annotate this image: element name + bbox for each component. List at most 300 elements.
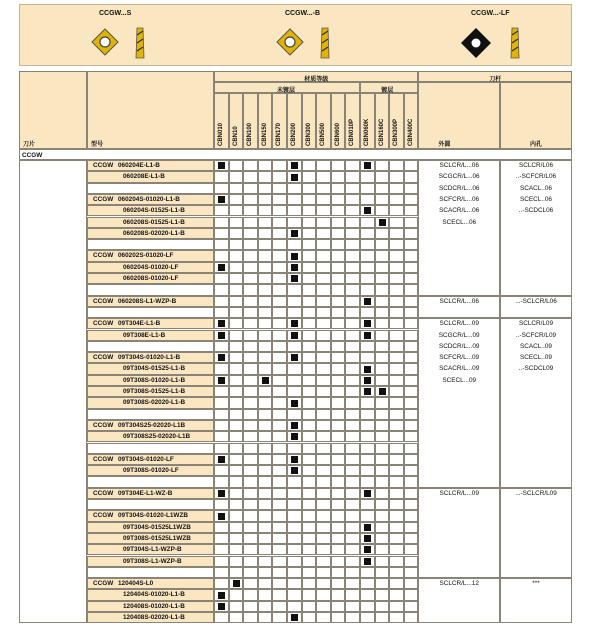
grade-cell: [375, 171, 390, 182]
grade-cell: [287, 205, 302, 216]
grade-cell: [404, 443, 419, 454]
grade-cell: [316, 307, 331, 318]
grade-cell: [287, 375, 302, 386]
grade-cell: [258, 612, 273, 623]
grade-cell: [331, 239, 346, 250]
mark-square: [364, 558, 371, 565]
mark-square: [364, 490, 371, 497]
grade-title-label: 材质等级: [304, 77, 329, 83]
mark-square: [291, 467, 298, 474]
mark-square: [218, 377, 225, 384]
insert-side-icon: [320, 27, 330, 59]
grade-cell: [404, 171, 419, 182]
grade-cell: [360, 601, 375, 612]
grade-label: CBN160C: [378, 118, 385, 146]
grade-cell: [360, 239, 375, 250]
grade-cell: [345, 296, 360, 307]
model-prefix: CCGW: [93, 421, 114, 429]
grade-cell: [375, 284, 390, 295]
grade-label: CBN300: [305, 122, 312, 146]
model-prefix: CCGW: [93, 195, 114, 203]
grade-cell: [243, 160, 258, 171]
grade-cell: [229, 420, 244, 431]
grade-cell: [229, 522, 244, 533]
grade-cell: [331, 262, 346, 273]
grade-cell: [214, 420, 229, 431]
grade-cell: [375, 612, 390, 623]
grade-cell: [229, 409, 244, 420]
grade-cell: [272, 522, 287, 533]
grade-cell: [287, 386, 302, 397]
grade-cell: [287, 307, 302, 318]
grade-cell: [360, 567, 375, 578]
model-code: 09T308S-L1-WZP-B: [123, 557, 182, 565]
grade-cell: [389, 510, 404, 521]
grade-cell: [389, 262, 404, 273]
grade-cell: [360, 228, 375, 239]
grade-cell: [360, 397, 375, 408]
grade-cell: [243, 556, 258, 567]
internal-holder-text: SCLCR/L06: [518, 162, 554, 169]
mark-square: [218, 320, 225, 327]
model-code: 09T304S25-02020-L1B: [118, 421, 186, 429]
grade-cell: [229, 544, 244, 555]
grade-cell: [331, 318, 346, 329]
grade-cell: [316, 228, 331, 239]
grade-cell: [287, 284, 302, 295]
grade-cell: [258, 476, 273, 487]
internal-holder-text: SCECL..09: [520, 354, 552, 362]
grade-cell: [345, 578, 360, 589]
model-code: 060202S-01020-LF: [118, 252, 174, 260]
grade-cell: [345, 567, 360, 578]
grade-cell: [214, 386, 229, 397]
grade-cell: [360, 510, 375, 521]
mark-square: [291, 253, 298, 260]
grade-cell: [360, 578, 375, 589]
grade-cell: [345, 465, 360, 476]
grade-cell: [389, 533, 404, 544]
grade-cell: [272, 465, 287, 476]
model-code: 09T308S25-02020-L1B: [123, 433, 191, 441]
grade-label: CBN600: [334, 122, 341, 146]
grade-cell: [258, 183, 273, 194]
grade-cell: [258, 589, 273, 600]
internal-holder-text: ..-SCDCL06: [518, 207, 554, 215]
grade-cell: [404, 194, 419, 205]
grade-cell: [214, 409, 229, 420]
grade-cell: [243, 262, 258, 273]
grade-cell: [360, 250, 375, 261]
mark-square: [262, 377, 269, 384]
coated-label: 镀层: [381, 88, 394, 94]
grade-cell: [272, 194, 287, 205]
grade-cell: [214, 250, 229, 261]
grade-cell: [316, 296, 331, 307]
grade-cell: [243, 296, 258, 307]
grade-cell: [316, 341, 331, 352]
grade-cell: [331, 341, 346, 352]
grade-cell: [214, 171, 229, 182]
grade-cell: [258, 352, 273, 363]
grade-cell: [389, 556, 404, 567]
grade-cell: [331, 533, 346, 544]
grade-cell: [229, 510, 244, 521]
grade-cell: [243, 601, 258, 612]
grade-cell: [287, 556, 302, 567]
grade-cell: [243, 239, 258, 250]
grade-cell: [229, 454, 244, 465]
grade-cell: [243, 386, 258, 397]
grade-cell: [404, 522, 419, 533]
grade-cell: [389, 443, 404, 454]
grade-cell: [316, 352, 331, 363]
grade-cell: [331, 217, 346, 228]
grade-cell: [345, 601, 360, 612]
grade-cell: [258, 341, 273, 352]
grade-cell: [316, 363, 331, 374]
grade-cell: [302, 205, 317, 216]
grade-cell: [272, 431, 287, 442]
mark-square: [364, 366, 371, 373]
grade-cell: [229, 307, 244, 318]
mark-square: [218, 332, 225, 339]
grade-cell: [375, 183, 390, 194]
grade-cell: [345, 307, 360, 318]
grade-cell: [345, 386, 360, 397]
model-prefix: CCGW: [93, 489, 114, 497]
grade-cell: [243, 217, 258, 228]
grade-cell: [389, 239, 404, 250]
grade-cell: [258, 217, 273, 228]
grade-cell: [243, 476, 258, 487]
grade-cell: [404, 375, 419, 386]
model-code: 060204E-L1-B: [118, 162, 160, 169]
grade-cell: [389, 488, 404, 499]
grade-cell: [316, 194, 331, 205]
grade-cell: [375, 307, 390, 318]
grade-cell: [375, 239, 390, 250]
mark-square: [218, 513, 225, 520]
grade-cell: [345, 499, 360, 510]
grade-cell: [229, 239, 244, 250]
grade-cell: [243, 443, 258, 454]
grade-cell: [272, 420, 287, 431]
grade-cell: [229, 556, 244, 567]
grade-cell: [331, 330, 346, 341]
grade-cell: [404, 239, 419, 250]
grade-cell: [316, 510, 331, 521]
grade-cell: [258, 556, 273, 567]
grade-cell: [389, 284, 404, 295]
grade-cell: [375, 341, 390, 352]
grade-cell: [258, 273, 273, 284]
grade-cell: [272, 601, 287, 612]
grade-cell: [360, 409, 375, 420]
grade-cell: [345, 284, 360, 295]
grade-cell: [360, 273, 375, 284]
grade-cell: [316, 375, 331, 386]
grade-cell: [404, 533, 419, 544]
grade-cell: [345, 420, 360, 431]
model-code: 120404S-L0: [118, 580, 154, 588]
grade-cell: [214, 341, 229, 352]
grade-cell: [389, 217, 404, 228]
external-holder-text: SCECL...06: [442, 218, 477, 226]
grade-cell: [258, 499, 273, 510]
grade-cell: [229, 589, 244, 600]
grade-cell: [272, 318, 287, 329]
grade-cell: [389, 375, 404, 386]
model-code: 060208S-01020-LF: [123, 275, 179, 282]
external-holder-text: SCACR/L...09: [439, 365, 480, 373]
model-prefix: CCGW: [93, 320, 114, 328]
grade-cell: [316, 454, 331, 465]
model-cell: [87, 567, 214, 578]
grade-cell: [375, 488, 390, 499]
grade-cell: [287, 443, 302, 454]
grade-cell: [360, 217, 375, 228]
grade-label: CBN10: [232, 126, 239, 146]
grade-cell: [302, 171, 317, 182]
grade-cell: [229, 363, 244, 374]
grade-cell: [331, 363, 346, 374]
grade-cell: [229, 228, 244, 239]
mark-square: [364, 207, 371, 214]
grade-cell: [302, 409, 317, 420]
grade-cell: [360, 420, 375, 431]
grade-cell: [375, 273, 390, 284]
insert-side-icon: [135, 27, 145, 59]
grade-cell: [302, 160, 317, 171]
grade-cell: [331, 352, 346, 363]
grade-cell: [214, 431, 229, 442]
model-code: 09T308S-01525L1WZB: [123, 534, 191, 542]
grade-cell: [345, 160, 360, 171]
grade-cell: [345, 273, 360, 284]
external-holder-text: SCFCR/L...06: [439, 195, 480, 203]
grade-cell: [229, 465, 244, 476]
grade-cell: [331, 409, 346, 420]
grade-cell: [287, 601, 302, 612]
grade-cell: [243, 284, 258, 295]
grade-cell: [302, 443, 317, 454]
grade-cell: [331, 567, 346, 578]
grade-cell: [345, 250, 360, 261]
grade-cell: [404, 386, 419, 397]
grade-cell: [214, 443, 229, 454]
grade-cell: [258, 262, 273, 273]
grade-cell: [316, 160, 331, 171]
grade-cell: [229, 341, 244, 352]
grade-cell: [287, 589, 302, 600]
grade-cell: [331, 307, 346, 318]
grade-cell: [404, 160, 419, 171]
insert-column: [19, 160, 87, 623]
model-code: 09T308S-01020-L1-B: [123, 376, 186, 384]
grade-label: CBN010P: [349, 118, 356, 146]
grade-cell: [375, 567, 390, 578]
header-model-cell: [87, 71, 214, 149]
mark-square: [291, 174, 298, 181]
model-code: 09T304E-L1-WZ-B: [118, 489, 173, 497]
model-cell: [87, 239, 214, 250]
model-code: 120408S-02020-L1-B: [123, 614, 185, 621]
grade-cell: [360, 307, 375, 318]
grade-cell: [272, 160, 287, 171]
grade-cell: [404, 330, 419, 341]
model-code: 120404S-01020-L1-B: [123, 591, 185, 599]
mark-square: [291, 354, 298, 361]
grade-cell: [302, 375, 317, 386]
grade-cell: [287, 341, 302, 352]
internal-holder-text: ..-SCDCL09: [518, 365, 554, 373]
grade-cell: [331, 296, 346, 307]
model-cell: [87, 409, 214, 420]
grade-cell: [229, 296, 244, 307]
internal-holder-text: SCECL..06: [520, 195, 552, 203]
grade-cell: [389, 397, 404, 408]
insert-label-lf: CCGW...-LF: [471, 10, 510, 17]
grade-cell: [302, 420, 317, 431]
grade-cell: [272, 544, 287, 555]
grade-cell: [389, 386, 404, 397]
grade-cell: [345, 262, 360, 273]
model-code: 060208S-01525-L1-B: [123, 218, 185, 226]
grade-cell: [389, 522, 404, 533]
model-code: 060204S-01020-LF: [123, 263, 179, 271]
grade-cell: [243, 578, 258, 589]
model-code: 09T308S-01525-L1-B: [123, 388, 186, 395]
grade-cell: [272, 330, 287, 341]
mark-square: [364, 546, 371, 553]
grade-cell: [229, 499, 244, 510]
grade-label: CBN400C: [407, 118, 414, 146]
model-code: 120408S-01020-L1-B: [123, 602, 185, 610]
grade-cell: [404, 601, 419, 612]
grade-cell: [375, 443, 390, 454]
grade-cell: [272, 409, 287, 420]
grade-cell: [272, 352, 287, 363]
grade-cell: [229, 205, 244, 216]
grade-cell: [404, 589, 419, 600]
grade-cell: [272, 284, 287, 295]
col-insert-label: 刀片: [23, 142, 36, 148]
mark-square: [218, 490, 225, 497]
grade-cell: [331, 194, 346, 205]
grade-cell: [404, 578, 419, 589]
grade-cell: [316, 205, 331, 216]
grade-cell: [229, 612, 244, 623]
model-cell: [87, 284, 214, 295]
grade-cell: [302, 578, 317, 589]
grade-cell: [229, 476, 244, 487]
family-label: CCGW: [22, 152, 43, 159]
grade-cell: [331, 601, 346, 612]
grade-cell: [375, 160, 390, 171]
grade-cell: [229, 194, 244, 205]
grade-label: CBN100: [247, 122, 254, 146]
grade-cell: [331, 556, 346, 567]
grade-cell: [243, 352, 258, 363]
grade-cell: [302, 522, 317, 533]
grade-cell: [331, 443, 346, 454]
grade-cell: [258, 454, 273, 465]
grade-cell: [229, 443, 244, 454]
grade-cell: [316, 567, 331, 578]
model-code: 060208S-L1-WZP-B: [118, 297, 177, 305]
grade-cell: [258, 386, 273, 397]
grade-cell: [243, 612, 258, 623]
grade-cell: [243, 465, 258, 476]
grade-cell: [375, 397, 390, 408]
grade-cell: [360, 454, 375, 465]
grade-cell: [214, 476, 229, 487]
grade-cell: [316, 386, 331, 397]
grade-cell: [316, 273, 331, 284]
grade-cell: [360, 499, 375, 510]
grade-cell: [331, 171, 346, 182]
mark-square: [291, 614, 298, 621]
grade-cell: [360, 171, 375, 182]
grade-cell: [389, 476, 404, 487]
grade-cell: [214, 612, 229, 623]
model-code: 060208E-L1-B: [123, 173, 165, 181]
grade-cell: [272, 589, 287, 600]
grade-cell: [302, 217, 317, 228]
grade-cell: [302, 488, 317, 499]
grade-cell: [229, 601, 244, 612]
grade-cell: [229, 533, 244, 544]
grade-cell: [302, 318, 317, 329]
grade-cell: [345, 556, 360, 567]
grade-cell: [389, 431, 404, 442]
grade-cell: [214, 556, 229, 567]
grade-cell: [272, 386, 287, 397]
grade-cell: [258, 578, 273, 589]
grade-cell: [302, 352, 317, 363]
grade-cell: [389, 612, 404, 623]
grade-cell: [272, 205, 287, 216]
header-external: [418, 82, 500, 149]
grade-cell: [243, 205, 258, 216]
grade-cell: [345, 205, 360, 216]
mark-square: [218, 354, 225, 361]
model-code: 09T304E-L1-B: [118, 320, 161, 328]
grade-cell: [229, 330, 244, 341]
mark-square: [291, 264, 298, 271]
grade-cell: [331, 612, 346, 623]
grade-cell: [375, 533, 390, 544]
grade-cell: [229, 397, 244, 408]
grade-cell: [243, 488, 258, 499]
grade-cell: [243, 228, 258, 239]
grade-cell: [404, 476, 419, 487]
grade-cell: [287, 522, 302, 533]
grade-cell: [404, 420, 419, 431]
grade-cell: [272, 476, 287, 487]
mark-square: [218, 456, 225, 463]
grade-cell: [243, 510, 258, 521]
grade-cell: [360, 465, 375, 476]
model-code: 060204S-01020-L1-B: [118, 195, 180, 203]
grade-cell: [272, 510, 287, 521]
grade-cell: [272, 262, 287, 273]
grade-cell: [345, 533, 360, 544]
grade-cell: [214, 228, 229, 239]
model-code: 09T304S-01020-L1WZB: [118, 512, 188, 520]
grade-cell: [272, 171, 287, 182]
